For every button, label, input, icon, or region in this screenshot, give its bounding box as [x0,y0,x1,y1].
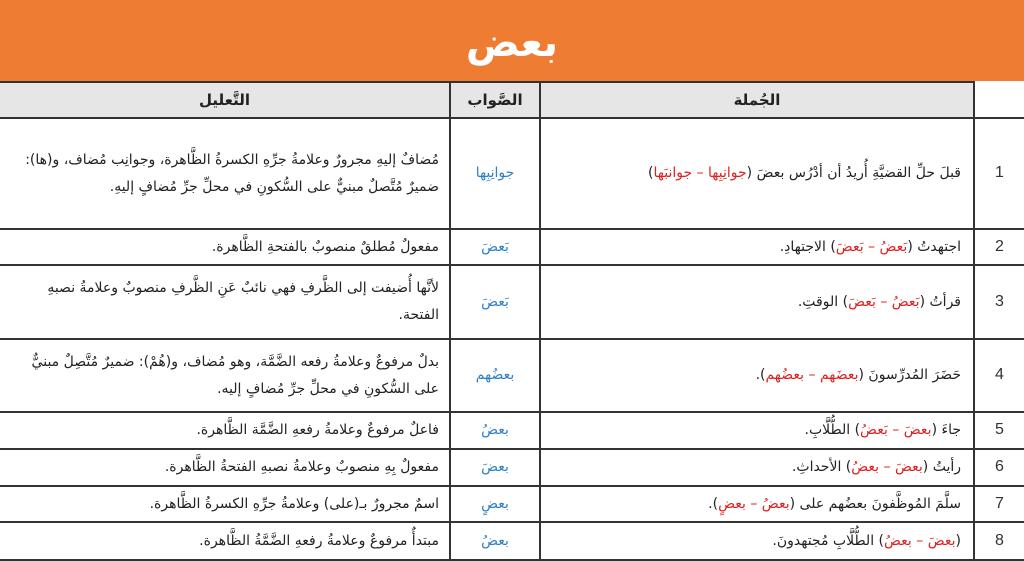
sentence-cell [540,522,974,560]
choice-a: بعضُ [761,495,790,512]
sentence-cell [540,339,974,412]
sentence-cell [540,486,974,522]
choice-separator: – [911,532,928,549]
sentence-before: جاءَ ( [931,422,961,439]
row-number: 1 [974,118,1024,229]
sentence-before: سلَّمَ المُوظَّفونَ بعضُهم على ( [789,495,961,512]
header-reason: التَّعليل [0,82,450,118]
sentence-after: ). [755,367,766,384]
choice-a: بَعضُ [891,293,920,310]
page-title: بعض [465,19,559,66]
table-row [0,522,1024,560]
choice-b: جوانبَها [653,165,693,182]
choice-a: بعضَهم [819,367,859,384]
sentence-cell [540,449,974,486]
sentence-before: ( [955,532,961,549]
header-sentence: الجُملة [540,82,974,118]
choice-a: بعضَ [903,422,932,439]
reason-cell: مبتدأٌ مرفوعٌ وعلامةُ رفعهِ الضَّمَّةُ الظَّاهرة. [0,522,450,560]
grammar-table [0,81,1024,561]
reason-cell: مفعولٌ بِهِ منصوبٌ وعلامةُ نصبهِ الفتحةُ الظَّاهرة. [0,449,450,486]
choice-b: بعضُهم [765,367,805,384]
row-number: 2 [974,229,1024,265]
table-row [0,265,1024,339]
choice-separator: – [887,422,904,439]
reason-cell: اسمٌ مجرورٌ بـ(على) وعلامةُ جرِّهِ الكسرةُ الظَّاهرة. [0,486,450,522]
choice-a: جوانِبِها [708,165,747,182]
choice-b: بعضٍ [718,495,746,512]
row-number: 7 [974,486,1024,522]
choice-a: بعضَ [927,532,956,549]
header-answer: الصَّواب [450,82,540,118]
sentence-cell [540,229,974,265]
sentence-cell [540,118,974,229]
choice-b: بَعضُ [860,422,888,439]
answer-cell: بَعضَ [450,229,540,265]
answer-cell: بعضُ [450,412,540,449]
sentence-before: حَضَرَ المُدرِّسونَ ( [858,367,961,384]
choice-b: بَعضَ [835,238,864,255]
choice-separator: – [692,165,709,182]
answer-cell: بعضٍ [450,486,540,522]
table-row [0,229,1024,265]
table-row [0,339,1024,412]
choice-separator: – [875,293,892,310]
title-banner [0,0,1024,81]
reason-cell: مُضافٌ إليهِ مجرورٌ وعلامةُ جرِّهِ الكسرةُ الظَّاهرة، وجوانِب مُضاف، و(ها): ضميرٌ مُتَّصلٌ مبنيٌّ على السُّكونِ في محلِّ جرِّ مُضافٍ إليهِ. [0,118,450,229]
table-row [0,118,1024,229]
choice-separator: – [863,238,880,255]
sentence-after: ) الطُّلَّابِ مُجتهدونَ. [772,532,884,549]
row-number: 4 [974,339,1024,412]
header-number [974,82,1024,118]
sentence-after: ) الاجتهادِ. [779,238,836,255]
sentence-cell [540,412,974,449]
sentence-cell [540,265,974,339]
table-row [0,449,1024,486]
sentence-before: قرأتُ ( [919,293,961,310]
row-number: 3 [974,265,1024,339]
reason-cell: بدلٌ مرفوعٌ وعلامةُ رفعه الضَّمَّة، وهو مُضاف، و(هُمْ): ضميرٌ مُتَّصِلٌ مبنيٌّ على السُّكونِ في محلِّ جرِّ مُضافٍ إليه. [0,339,450,412]
choice-b: بعضُ [884,532,912,549]
choice-separator: – [879,459,895,476]
row-number: 6 [974,449,1024,486]
sentence-after: ) الوقتِ. [797,293,849,310]
answer-cell: جوانِبِها [450,118,540,229]
answer-cell: بعضُ [450,522,540,560]
answer-cell: بَعضَ [450,265,540,339]
sentence-before: قبلَ حلِّ القضيَّةِ أُريدُ أن أدْرُس بعضَ ( [746,165,961,182]
sentence-after: ). [708,495,719,512]
row-number: 5 [974,412,1024,449]
choice-a: بَعضُ [879,238,908,255]
table-header-row [0,82,1024,118]
row-number: 8 [974,522,1024,560]
reason-cell: فاعلٌ مرفوعٌ وعلامةُ رفعهِ الضَّمَّة الظَّاهرة. [0,412,450,449]
sentence-after: ) الطُّلَّابِ. [804,422,861,439]
choice-separator: – [745,495,762,512]
sentence-after: ) [648,165,654,182]
choice-b: بَعضَ [848,293,876,310]
reason-cell: مفعولٌ مُطلقٌ منصوبٌ بالفتحةِ الظَّاهرة. [0,229,450,265]
table-row [0,412,1024,449]
choice-b: بعضُ [851,459,880,476]
sentence-before: اجتهدتُ ( [907,238,961,255]
table-row [0,486,1024,522]
sentence-after: ) الأحداثِ. [791,459,852,476]
choice-separator: – [804,367,820,384]
reason-cell: لأنَّها أُضيفت إلى الظَّرفِ فهي نائبٌ عَنِ الظَّرفِ منصوبٌ وعلامةُ نصبهِ الفتحة. [0,265,450,339]
sentence-before: رأيتُ ( [922,459,961,476]
choice-a: بعضَ [894,459,923,476]
answer-cell: بعضُهم [450,339,540,412]
answer-cell: بعضَ [450,449,540,486]
